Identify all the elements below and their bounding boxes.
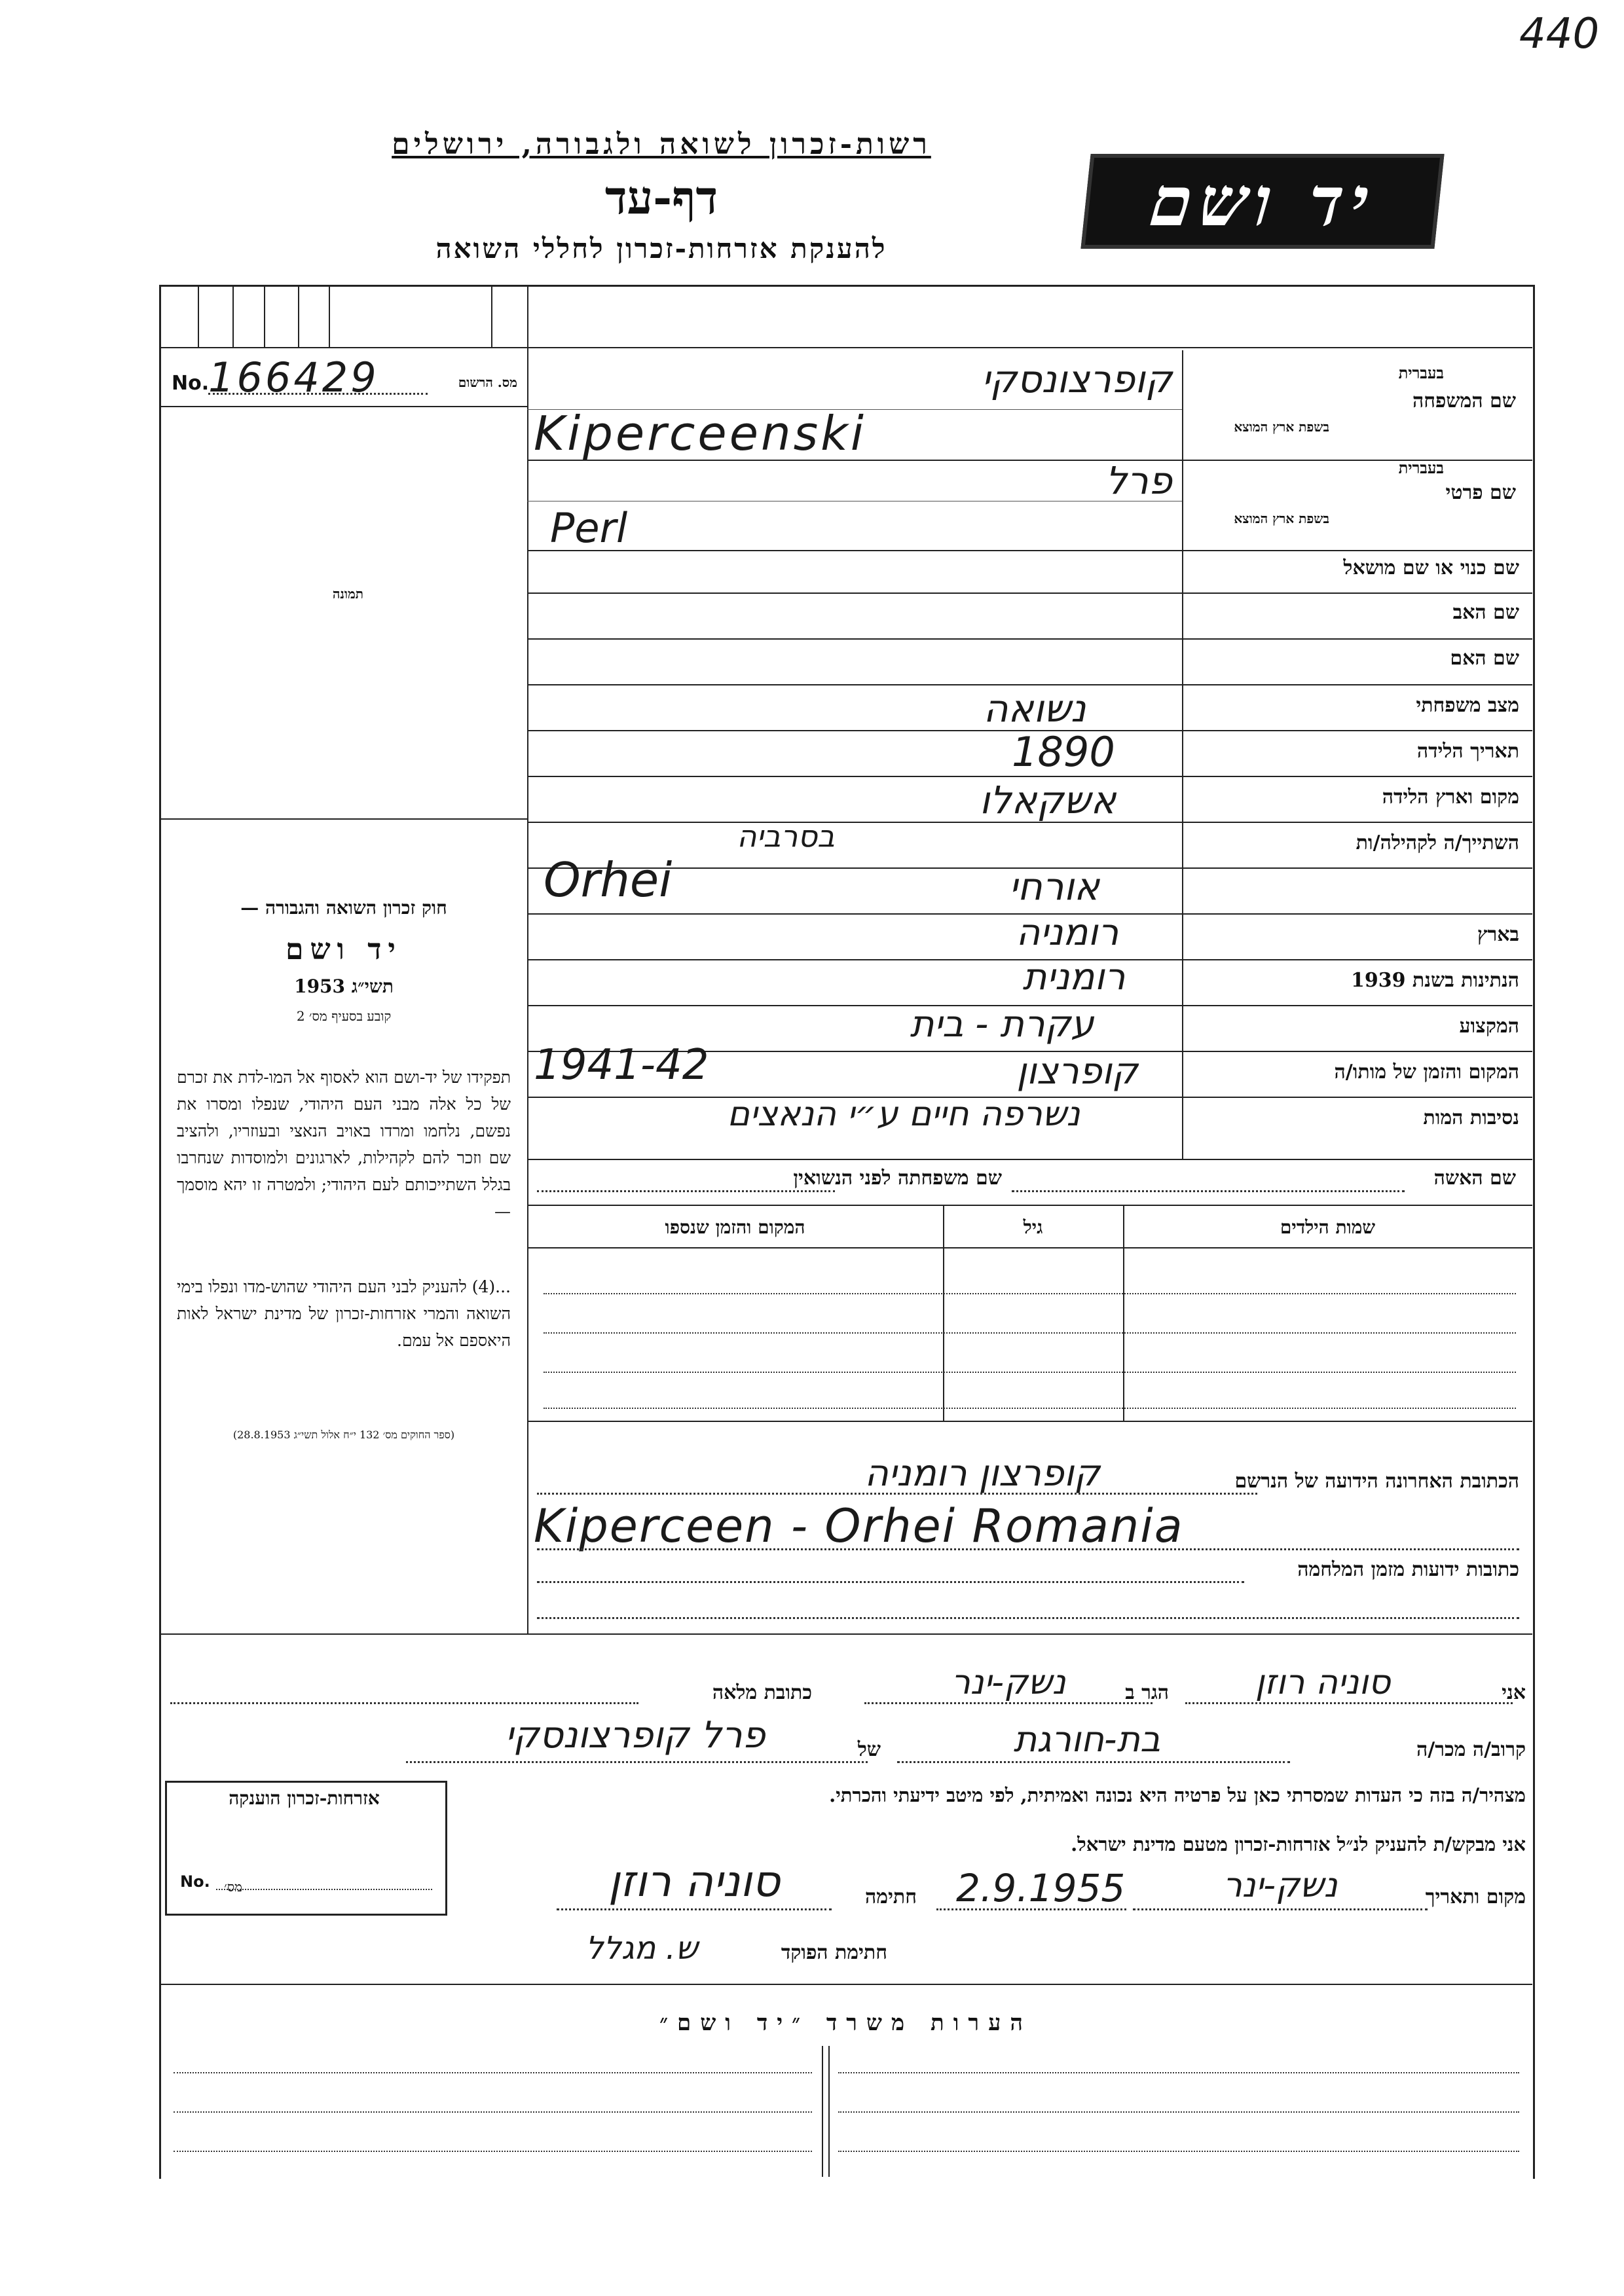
first-name-hebrew-tag: בעברית bbox=[1398, 458, 1444, 477]
wartime-addresses-label: כתובות ידועות מזמן המלחמה bbox=[1297, 1558, 1519, 1581]
form-subtitle: להענקת אזרחות-זכרון לחללי השואה bbox=[435, 232, 887, 264]
registration-number: 166429 bbox=[208, 354, 379, 401]
of-value: פרל קופרצונסקי bbox=[505, 1714, 766, 1757]
last-address-latin-value: Kiperceen - Orhei Romania bbox=[534, 1499, 1184, 1553]
office-notes-title: הערות משרד ״יד ושם״ bbox=[659, 2010, 1032, 2036]
profession-value: עקרת - בית bbox=[910, 1003, 1094, 1046]
of-label: של bbox=[857, 1738, 881, 1761]
relation-label: קרוב/ה מכר/ה bbox=[1416, 1738, 1526, 1761]
citizenship-granted-title: אזרחות-זכרון הוענקה bbox=[229, 1787, 380, 1809]
marital-status-label: מצב משפחתי bbox=[1416, 694, 1519, 717]
declaration-text: מצהיר/ה בזה כי העדות שמסרתי כאן על פרטיה היא נכונה ואמיתית, לפי מיטב ידיעתי והכרתי. bbox=[829, 1784, 1526, 1806]
marital-status-value: נשואה bbox=[983, 686, 1086, 731]
law-source: (ספר החוקים מס׳ 132 י״ח אלול תשי״ג 28.8.1953) bbox=[232, 1429, 455, 1441]
family-name-hebrew-tag: בעברית bbox=[1398, 363, 1444, 382]
citizenship-no-label: No. bbox=[180, 1872, 210, 1891]
death-year-value: 1941-42 bbox=[534, 1041, 709, 1089]
children-age-header: גיל bbox=[1023, 1216, 1043, 1238]
registration-no-label: No. bbox=[172, 372, 210, 395]
family-name-hebrew-value: קופרצונסקי bbox=[981, 357, 1172, 401]
residence-value: נשק-ינר bbox=[951, 1663, 1066, 1702]
law-paragraph-2: ...(4) להעניק לבני העם היהודי שהוש-מדו ונפלו בימי השואה והמרי אזרחות-זכרון של מדינת ישראל לאות היאספם אל עמם. bbox=[177, 1277, 511, 1350]
logo-text: יד ושם bbox=[1146, 161, 1379, 242]
first-name-origin-tag: בשפת ארץ המוצא bbox=[1234, 511, 1329, 526]
nickname-label: שם כנוי או שם מושאל bbox=[1343, 556, 1519, 579]
citizenship-mas-label: מס׳ bbox=[224, 1879, 242, 1895]
law-title: חוק זכרון השואה והגבורה — bbox=[240, 897, 447, 919]
death-place-value: קופרצון bbox=[1016, 1050, 1138, 1093]
date-value: 2.9.1955 bbox=[956, 1866, 1126, 1910]
community-origin-value: Orhei bbox=[544, 852, 673, 907]
birth-date-value: 1890 bbox=[1012, 728, 1115, 776]
birth-date-label: תאריך הלידה bbox=[1416, 740, 1519, 763]
community-hebrew-value-2: אורחי bbox=[1008, 864, 1100, 909]
wife-name-label: שם האשה bbox=[1433, 1167, 1516, 1190]
yad-vashem-logo bbox=[1080, 154, 1444, 249]
last-address-label: הכתובת האחרונה הידועה של הנרשם bbox=[1234, 1470, 1519, 1493]
signature-label: חתימה bbox=[865, 1886, 917, 1908]
law-paragraph-1: תפקידו של יד-ושם הוא לאסוף אל המו-לדת את זכרם של כל אלה מבני העם היהודי, שנפלו ומסרו את נפשם, נלחמו ומרדו באויב הנאצי ובעוזריו, ולהציב שם וזכר להם לקהילות, לארגונים ולמוסדות שנחרבו בגלל השתייכותם לעם היהודי; ולמטרה זו יהא מוסמך — bbox=[177, 1068, 511, 1221]
citizenship-1939-value: רומנית bbox=[1022, 956, 1126, 998]
law-year: תשי״ג 1953 bbox=[294, 975, 394, 997]
family-name-origin-value: Kiperceenski bbox=[534, 406, 866, 461]
birth-place-value: אשקאלו bbox=[979, 778, 1116, 822]
family-name-label: שם המשפחה bbox=[1412, 390, 1516, 412]
first-name-label: שם פרטי bbox=[1445, 481, 1516, 504]
registration-label: מס. הרשום bbox=[458, 374, 517, 390]
institution-name: רשות-זכרון לשואה ולגבורה, ירושלים bbox=[392, 128, 931, 161]
law-clause: קובע בסעיף מס׳ 2 bbox=[296, 1008, 392, 1024]
mother-name-label: שם האם bbox=[1450, 647, 1519, 670]
request-text: אני מבקש/ת להעניק לנ״ל אזרחות-זכרון מטעם מדינת ישראל. bbox=[1071, 1833, 1526, 1855]
declarant-signature: סוניה רוזן bbox=[608, 1856, 781, 1906]
photo-label: תמונה bbox=[332, 586, 363, 602]
place-date-label: מקום ותאריך bbox=[1425, 1886, 1526, 1908]
wife-maiden-line bbox=[537, 1190, 835, 1192]
declarant-name-value: סוניה רוזן bbox=[1255, 1663, 1391, 1702]
wife-name-line bbox=[1012, 1190, 1405, 1192]
clerk-signature: ש. מגלל bbox=[585, 1930, 698, 1967]
law-name: יד ושם bbox=[286, 933, 402, 966]
first-name-origin-value: Perl bbox=[550, 504, 628, 552]
community-label: השתייך/ה לקהילה/ות bbox=[1356, 831, 1519, 854]
death-place-time-label: המקום והזמן של מותו/ה bbox=[1334, 1061, 1519, 1084]
last-address-hebrew-value: קופרצון רומניה bbox=[864, 1452, 1100, 1495]
first-name-hebrew-value: פרל bbox=[1105, 458, 1172, 503]
citizenship-1939-label: הנתינות בשנת 1939 bbox=[1350, 969, 1519, 992]
profession-label: המקצוע bbox=[1459, 1015, 1519, 1038]
declarant-i-label: אני bbox=[1502, 1681, 1526, 1704]
country-value: רומניה bbox=[1016, 911, 1119, 954]
family-name-origin-tag: בשפת ארץ המוצא bbox=[1234, 419, 1329, 435]
birth-place-label: מקום וארץ הלידה bbox=[1382, 786, 1519, 809]
form-title: דף-עד bbox=[604, 170, 718, 225]
resides-in-label: הגר ב bbox=[1125, 1681, 1169, 1704]
children-place-time-header: המקום והזמן שנספו bbox=[665, 1216, 805, 1238]
children-names-header: שמות הילדים bbox=[1280, 1216, 1376, 1238]
wife-maiden-name-label: שם משפחתה לפני הנשואין bbox=[793, 1167, 1002, 1190]
place-value: נשק-ינר bbox=[1223, 1866, 1338, 1905]
full-address-label: כתובת מלאה bbox=[712, 1681, 812, 1704]
death-circumstances-value: נשרפה חיים ע״י הנאצים bbox=[727, 1095, 1080, 1134]
death-circumstances-label: נסיבות המות bbox=[1423, 1106, 1519, 1129]
father-name-label: שם האב bbox=[1452, 601, 1519, 624]
clerk-signature-label: חתימת הפוקד bbox=[781, 1941, 887, 1964]
relation-value: בת-חורגת bbox=[1013, 1719, 1161, 1760]
community-hebrew-value: בסרביה bbox=[737, 818, 835, 854]
page-number: 440 bbox=[1519, 10, 1600, 58]
country-label: בארץ bbox=[1477, 923, 1519, 946]
